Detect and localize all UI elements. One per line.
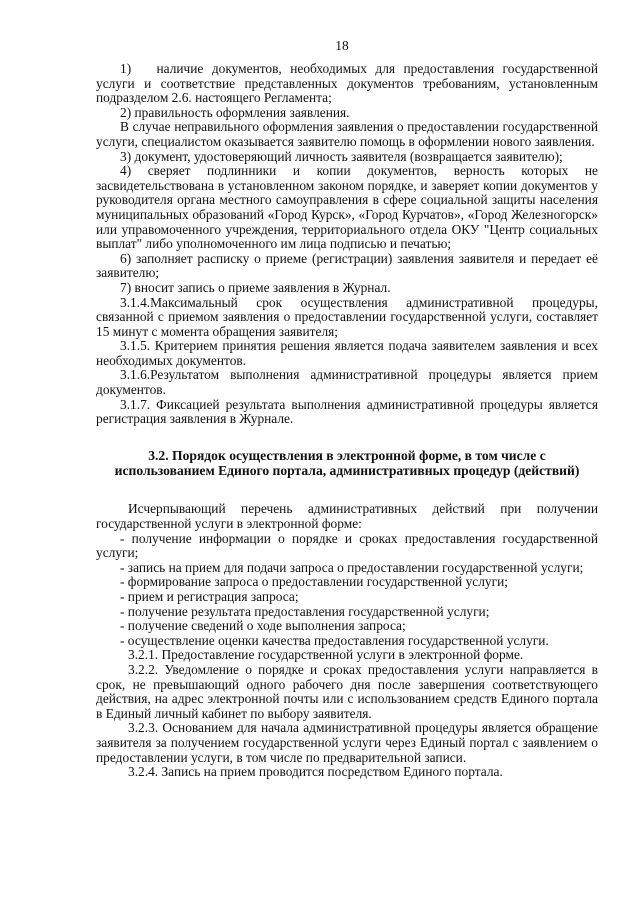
paragraph: 6) заполняет расписку о приеме (регистрации) заявления заявителя и передает её заявителю; [96,250,598,281]
paragraph: В случае неправильного оформления заявления о предоставлении государственной услуги, специалистом оказывается заявителю помощь в оформлении нового заявления. [96,119,598,149]
body-text-bottom [96,502,598,779]
paragraph: - получение сведений о ходе выполнения запроса; [120,618,406,634]
paragraph: 4) сверяет подлинники и копии документов, верность которых не засвидетельствована в установленном законом порядке, и заверяет копии документов у руководителя органа местного самоуправления в сфере социальной защиты населения муниципальных образований «Город Курск», «Город Курчатов», «Город Железногорск» или управомоченного учреждения, территориального отдела ОКУ "Центр социальных выплат" либо уполномоченного им лица подписью и печатью; [96,163,598,252]
paragraph: Исчерпывающий перечень административных действий при получении государственной услуги в электронной форме: [96,501,598,532]
paragraph: - получение информации о порядке и сроках предоставления государственной услуги; [96,530,598,561]
paragraph: 1) наличие документов, необходимых для предоставления государственной услуги и соответствие представленных документов требованиям, установленным подразделом 2.6. настоящего Регламента; [96,61,598,106]
paragraph: 3.1.5. Критерием принятия решения является подача заявителем заявления и всех необходимых документов. [96,338,598,368]
paragraph: 3.2.3. Основанием для начала административной процедуры является обращение заявителя за получением государственной услуги через Единый портал с заявлением о предоставлении услуги, в том числе по предварительной записи. [96,720,598,765]
paragraph: 3.1.7. Фиксацией результата выполнения административной процедуры является регистрация заявления в Журнале. [96,396,598,427]
paragraph: - формирование запроса о предоставлении государственной услуги; [120,574,508,590]
paragraph: - осуществление оценки качества предоставления государственной услуги. [120,632,549,648]
paragraph: 2) правильность оформления заявления. [120,104,350,120]
paragraph: 7) вносит запись о приеме заявления в Журнал. [120,279,391,295]
paragraph: 3.2.4. Запись на прием проводится посредством Единого портала. [128,764,503,780]
body-text-top [96,62,598,427]
paragraph: - запись на прием для подачи запроса о предоставлении государственной услуги; [120,559,584,575]
paragraph: 3.2.1. Предоставление государственной услуги в электронной форме. [128,647,524,663]
paragraph: 3) документ, удостоверяющий личность заявителя (возвращается заявителю); [120,148,563,164]
section-heading: 3.2. Порядок осуществления в электронной форме, в том числе с использованием Единого портала, административных процедур (действий) [114,447,580,478]
paragraph: 3.2.2. Уведомление о порядке и сроках предоставления услуги направляется в срок, не превышающий одного рабочего дня после завершения соответствующего действия, на адрес электронной почты или с использованием средств Единого портала в Единый личный кабинет по выбору заявителя. [96,661,598,721]
paragraph: - прием и регистрация запроса; [120,589,299,604]
paragraph: 3.1.4.Максимальный срок осуществления административной процедуры, связанной с приемом заявления о предоставлении государственной услуги, составляет 15 минут с момента обращения заявителя; [96,294,598,339]
page-number: 18 [335,38,349,53]
paragraph: 3.1.6.Результатом выполнения административной процедуры является прием документов. [96,367,598,398]
paragraph: - получение результата предоставления государственной услуги; [120,603,490,619]
